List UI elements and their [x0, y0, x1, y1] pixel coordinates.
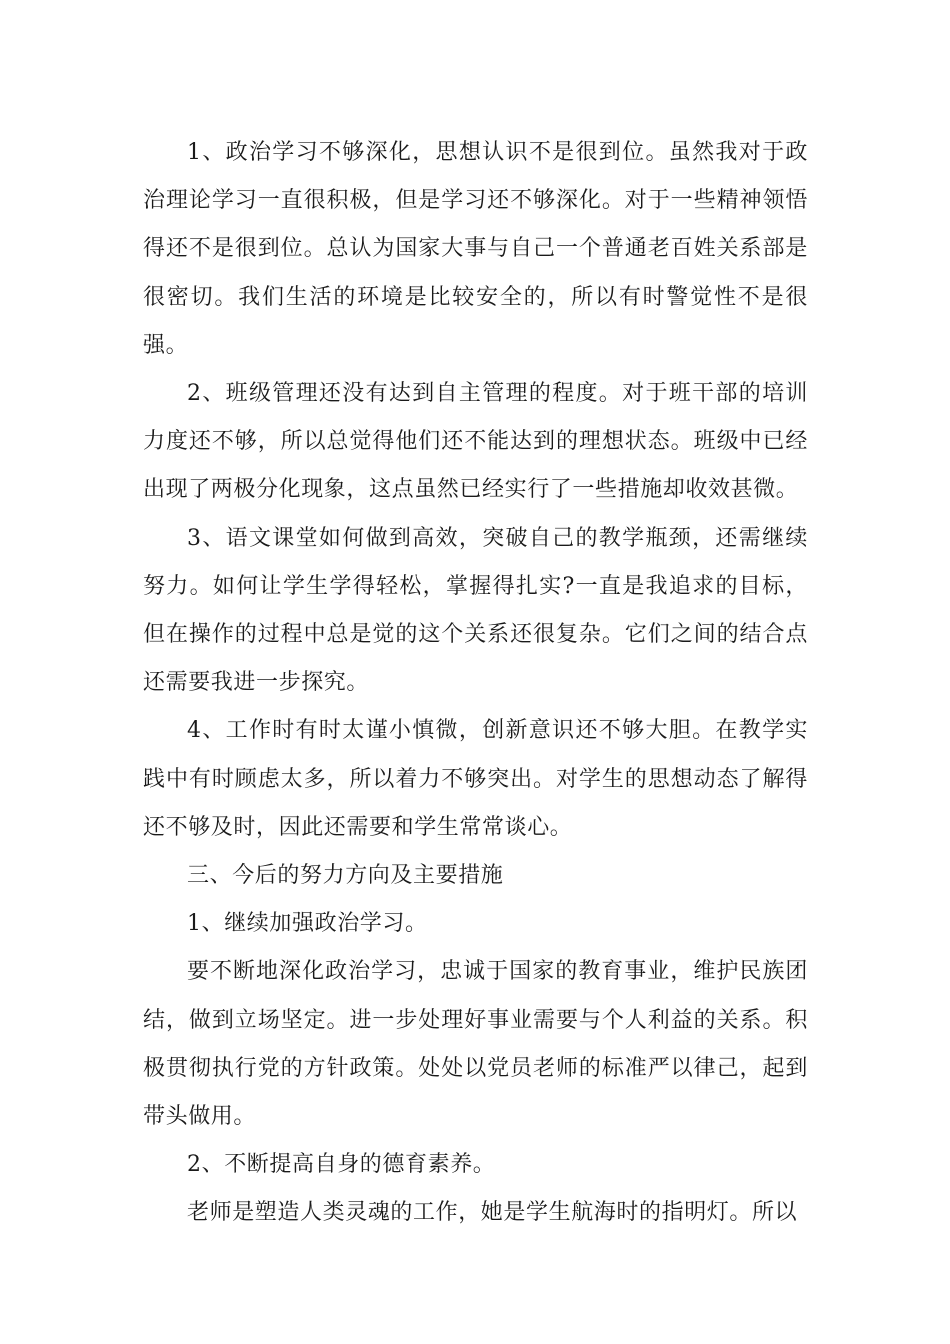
subheading-moral-education: 2、不断提高自身的德育素养。	[187, 1152, 496, 1178]
paragraph-chinese-class-issue: 3、语文课堂如何做到高效，突破自己的教学瓶颈，还需继续努力。如何让学生学得轻松，掌握得扎实?一直是我追求的目标，但在操作的过程中总是觉的这个关系还很复杂。它们之间的结合点还需要我进一步探究。	[143, 525, 808, 696]
paragraph-class-management-issue: 2、班级管理还没有达到自主管理的程度。对于班干部的培训力度还不够，所以总觉得他们还不能达到的理想状态。班级中已经出现了两极分化现象，这点虽然已经实行了一些措施却收效甚微。	[143, 381, 808, 503]
paragraph-political-study-measures: 要不断地深化政治学习，忠诚于国家的教育事业，维护民族团结，做到立场坚定。进一步处理好事业需要与个人利益的关系。积极贯彻执行党的方针政策。处处以党员老师的标准严以律己，起到带头做用。	[143, 959, 808, 1130]
paragraph-political-study-issue: 1、政治学习不够深化，思想认识不是很到位。虽然我对于政治理论学习一直很积极，但是学习还不够深化。对于一些精神领悟得还不是很到位。总认为国家大事与自己一个普通老百姓关系部是很密切。我们生活的环境是比较安全的，所以有时警觉性不是很强。	[143, 140, 808, 358]
subheading-political-study: 1、继续加强政治学习。	[187, 911, 428, 937]
document-body	[143, 129, 808, 1238]
paragraph-work-caution-issue: 4、工作时有时太谨小慎微，创新意识还不够大胆。在教学实践中有时顾虑太多，所以着力不够突出。对学生的思想动态了解得还不够及时，因此还需要和学生常常谈心。	[143, 718, 808, 840]
paragraph-teacher-role: 老师是塑造人类灵魂的工作，她是学生航海时的指明灯。所以	[187, 1200, 798, 1226]
section-heading-future-direction: 三、今后的努力方向及主要措施	[187, 863, 504, 889]
